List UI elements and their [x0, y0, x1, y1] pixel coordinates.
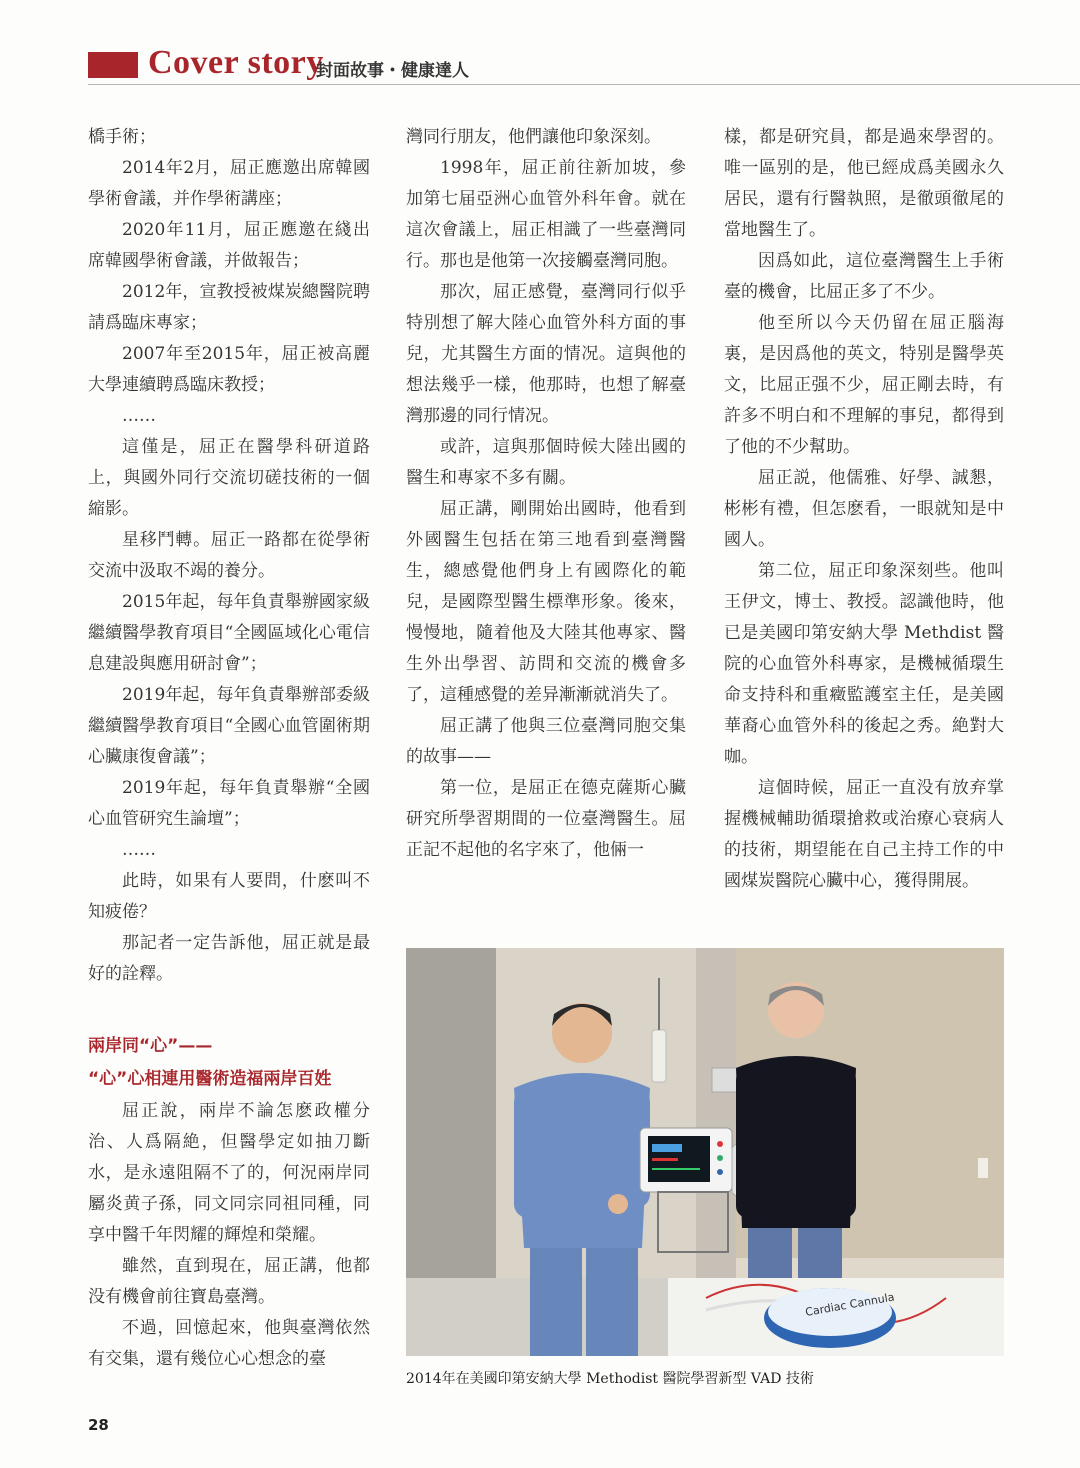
text-column-3 [724, 122, 1004, 897]
paragraph: 第二位，屈正印象深刻些。他叫王伊文，博士、教授。認識他時，他已是美國印第安納大學 Methdist 醫院的心血管外科專家，是機械循環生命支持科和重癥監護室主任，是美國華裔心血管外科的後起之秀。絶對大咖。 [724, 561, 1004, 767]
paragraph: 屈正説，他儒雅、好學、誠懇，彬彬有禮，但怎麽看，一眼就知是中國人。 [724, 468, 1004, 550]
paragraph: 因爲如此，這位臺灣醫生上手術臺的機會，比屈正多了不少。 [724, 251, 1004, 302]
paragraph: 2014年2月，屈正應邀出席韓國學術會議，并作學術講座； [88, 158, 370, 209]
section-subtitle: 封面故事・健康達人 [316, 61, 469, 81]
paragraph: 2020年11月，屈正應邀在綫出席韓國學術會議，并做報告； [88, 220, 370, 271]
paragraph: 2019年起，每年負責舉辦部委級繼續醫學教育項目“全國心血管圍術期心臟康復會議”； [88, 685, 370, 767]
section-title: Cover story [148, 44, 324, 81]
paragraph: 樣，都是研究員，都是過來學習的。唯一區别的是，他已經成爲美國永久居民，還有行醫執照，是徹頭徹尾的當地醫生了。 [724, 127, 1004, 240]
header-color-block [88, 52, 138, 78]
paragraph: 那次，屈正感覺，臺灣同行似乎特別想了解大陸心血管外科方面的事兒，尤其醫生方面的情况。這與他的想法幾乎一樣，他那時，也想了解臺灣那邊的同行情况。 [406, 282, 686, 426]
paragraph: 雖然，直到現在，屈正講，他都没有機會前往寶島臺灣。 [88, 1256, 370, 1307]
subheading-line-1: 兩岸同“心”—— [88, 1036, 213, 1056]
ellipsis: …… [122, 406, 156, 426]
paragraph: 屈正說，兩岸不論怎麽政權分治、人爲隔絶，但醫學定如抽刀斷水，是永遠阻隔不了的，何況兩岸同屬炎黄子孫，同文同宗同祖同種，同享中醫千年閃耀的輝煌和榮耀。 [88, 1101, 370, 1245]
page-number: 28 [88, 1416, 109, 1434]
container-label: Cardiac Cannula [804, 1290, 896, 1319]
paragraph: 2012年，宣教授被煤炭總醫院聘請爲臨床專家； [88, 282, 370, 333]
paragraph: 第一位，是屈正在德克薩斯心臟研究所學習期間的一位臺灣醫生。屈正記不起他的名字來了，他倆一 [406, 778, 686, 860]
paragraph: 2007年至2015年，屈正被高麗大學連續聘爲臨床教授； [88, 344, 370, 395]
photo-doctors-with-vad-equipment [406, 948, 1004, 1356]
photo-illustration [406, 948, 1004, 1356]
paragraph: 這個時候，屈正一直没有放弃掌握機械輔助循環搶救或治療心衰病人的技術，期望能在自己主持工作的中國煤炭醫院心臟中心，獲得開展。 [724, 778, 1004, 891]
paragraph: 那記者一定告訴他，屈正就是最好的詮釋。 [88, 933, 370, 984]
ellipsis: …… [122, 840, 156, 860]
header-divider [88, 84, 1080, 85]
photo-caption: 2014年在美國印第安納大學 Methodist 醫院學習新型 VAD 技術 [406, 1371, 814, 1387]
subheading-line-2: “心”心相連用醫術造福兩岸百姓 [88, 1069, 332, 1089]
paragraph: 灣同行朋友，他們讓他印象深刻。 [406, 127, 661, 147]
paragraph: 這僅是，屈正在醫學科研道路上，與國外同行交流切磋技術的一個縮影。 [88, 437, 370, 519]
subheading [88, 1030, 370, 1096]
paragraph: 2015年起，每年負責舉辦國家級繼續醫學教育項目“全國區域化心電信息建設與應用研討會”； [88, 592, 370, 674]
paragraph: 他至所以今天仍留在屈正腦海裏，是因爲他的英文，特别是醫學英文，比屈正强不少，屈正剛去時，有許多不明白和不理解的事兒，都得到了他的不少幫助。 [724, 313, 1004, 457]
paragraph: 此時，如果有人要問，什麽叫不知疲倦？ [88, 871, 370, 922]
paragraph: 屈正講，剛開始出國時，他看到外國醫生包括在第三地看到臺灣醫生，總感覺他們身上有國際化的範兒，是國際型醫生標準形象。後來，慢慢地，隨着他及大陸其他專家、醫生外出學習、訪問和交流的機會多了，這種感覺的差异漸漸就消失了。 [406, 499, 686, 705]
paragraph: 不過，回憶起來，他與臺灣依然有交集，還有幾位心心想念的臺 [88, 1318, 370, 1369]
paragraph: 或許，這與那個時候大陸出國的醫生和專家不多有關。 [406, 437, 686, 488]
text-column-1 [88, 122, 370, 1375]
paragraph: 2019年起，每年負責舉辦“全國心血管研究生論壇”； [88, 778, 370, 829]
table-with-tubing [668, 1278, 1004, 1356]
paragraph: 橋手術； [88, 127, 156, 147]
text-column-2 [406, 122, 686, 866]
paragraph: 1998年，屈正前往新加坡，參加第七届亞洲心血管外科年會。就在這次會議上，屈正相識了一些臺灣同行。那也是他第一次接觸臺灣同胞。 [406, 158, 686, 271]
paragraph: 屈正講了他與三位臺灣同胞交集的故事—— [406, 716, 686, 767]
paragraph: 星移鬥轉。屈正一路都在從學術交流中汲取不竭的養分。 [88, 530, 370, 581]
